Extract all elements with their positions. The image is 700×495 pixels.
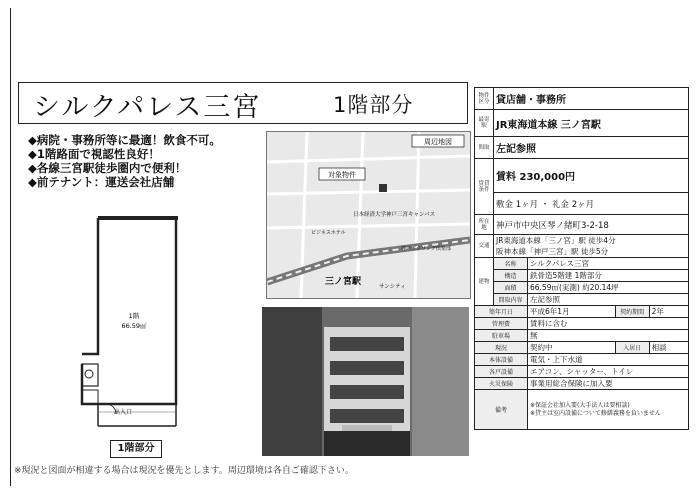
highlight-item: ◆各線三宮駅徒歩圏内で便利！: [28, 161, 187, 175]
field-key: 入居日: [615, 342, 649, 354]
highlight-item: ◆1階路面で視認性良好！: [28, 147, 160, 161]
field-key: 面積: [494, 282, 528, 294]
access-line: JR東海道本線「三ノ宮」駅 徒歩4分: [496, 236, 616, 245]
map-label: サンシティ: [379, 284, 406, 290]
highlight-item: ◆前テナント：運送会社店舗: [28, 175, 175, 189]
building-photo: [262, 307, 469, 456]
deposit-value: 敷金 1ヶ月 ・ 礼金 2ヶ月: [494, 193, 689, 215]
rent-value: 賃料 230,000円: [494, 159, 689, 193]
field-key: 管理費: [475, 318, 528, 330]
room-label: 1階: [128, 312, 140, 320]
row-label: 間取: [475, 137, 494, 159]
map-label: 神戸ボウリング倶楽部: [401, 246, 451, 252]
area-value: 66.59㎡(実測) 約20.14坪: [528, 282, 689, 294]
line-value: JR東海道本線 三ノ宮駅: [494, 110, 689, 137]
parking-value: 無: [528, 330, 689, 342]
row-label: 建物: [475, 258, 494, 306]
highlight-list: [28, 133, 221, 189]
plan-value: 左記参照: [528, 294, 689, 306]
field-key: 火災保険: [475, 378, 528, 390]
floorplan-caption: 1階部分: [110, 440, 162, 458]
layout-value: 左記参照: [494, 137, 689, 159]
field-key: 備考: [475, 390, 528, 430]
term-value: 2年: [649, 306, 688, 318]
map-label: ビジネスホテル: [311, 230, 346, 236]
unit-equipment-value: エアコン、シャッター、トイレ: [528, 366, 689, 378]
footer-note: ※現況と図面が相違する場合は現況を優先とします。周辺環境は各自ご確認下さい。: [14, 466, 354, 476]
field-key: 契約期間: [615, 306, 649, 318]
map-target-label: 対象物件: [328, 171, 356, 179]
row-label: 物件区分: [475, 88, 494, 110]
status-value: 契約中: [528, 342, 616, 354]
target-marker: [379, 184, 387, 192]
map-station: 三ノ宮駅: [325, 277, 362, 287]
title-box: [18, 82, 468, 124]
row-label: 交通: [475, 235, 494, 258]
access-line: 阪神本線「神戸三宮」駅 徒歩5分: [496, 247, 609, 256]
field-key: 間取内容: [494, 294, 528, 306]
equipment-value: 電気・上下水道: [528, 354, 689, 366]
note-line: ※貸主は室内設備について修繕義務を負いません: [530, 409, 661, 417]
floor-plan: [68, 214, 244, 446]
row-label: 所在地: [475, 215, 494, 235]
area-map: [266, 131, 471, 299]
field-key: 各戸設備: [475, 366, 528, 378]
structure-value: 鉄骨造5階建 1階部分: [528, 270, 689, 282]
field-key: 築年月日: [475, 306, 528, 318]
entrance-label: 出入口: [114, 409, 133, 416]
field-key: 現況: [475, 342, 528, 354]
map-label: 日本経済大学神戸三宮キャンパス: [353, 212, 436, 218]
note-line: ※保証会社加入要(大手法人は要相談): [530, 401, 630, 409]
address-value: 神戸市中央区琴ノ緒町3-2-18: [494, 215, 689, 235]
field-key: 本体設備: [475, 354, 528, 366]
move-in-value: 相談: [649, 342, 688, 354]
field-key: 駐車場: [475, 330, 528, 342]
notes-value: [528, 390, 689, 430]
mgmt-value: 賃料に含む: [528, 318, 689, 330]
map-legend: 周辺地図: [424, 138, 452, 146]
property-name: シルクパレス三宮: [33, 92, 262, 123]
room-area: 66.59㎡: [121, 322, 147, 330]
property-info-table: [474, 87, 689, 430]
row-label: 最寄駅: [475, 110, 494, 137]
usage-value: 貸店舗・事務所: [494, 88, 689, 110]
insurance-value: 事業用総合保険に加入要: [528, 378, 689, 390]
building-name: シルクパレス三宮: [528, 258, 689, 270]
floor-label: 1階部分: [333, 93, 414, 117]
highlight-item: ◆病院・事務所等に最適！飲食不可。: [28, 133, 221, 147]
field-key: 構造: [494, 270, 528, 282]
field-key: 名称: [494, 258, 528, 270]
built-value: 平成6年1月: [528, 306, 616, 318]
access-value: [494, 235, 689, 258]
row-label: 賃貸条件: [475, 159, 494, 215]
